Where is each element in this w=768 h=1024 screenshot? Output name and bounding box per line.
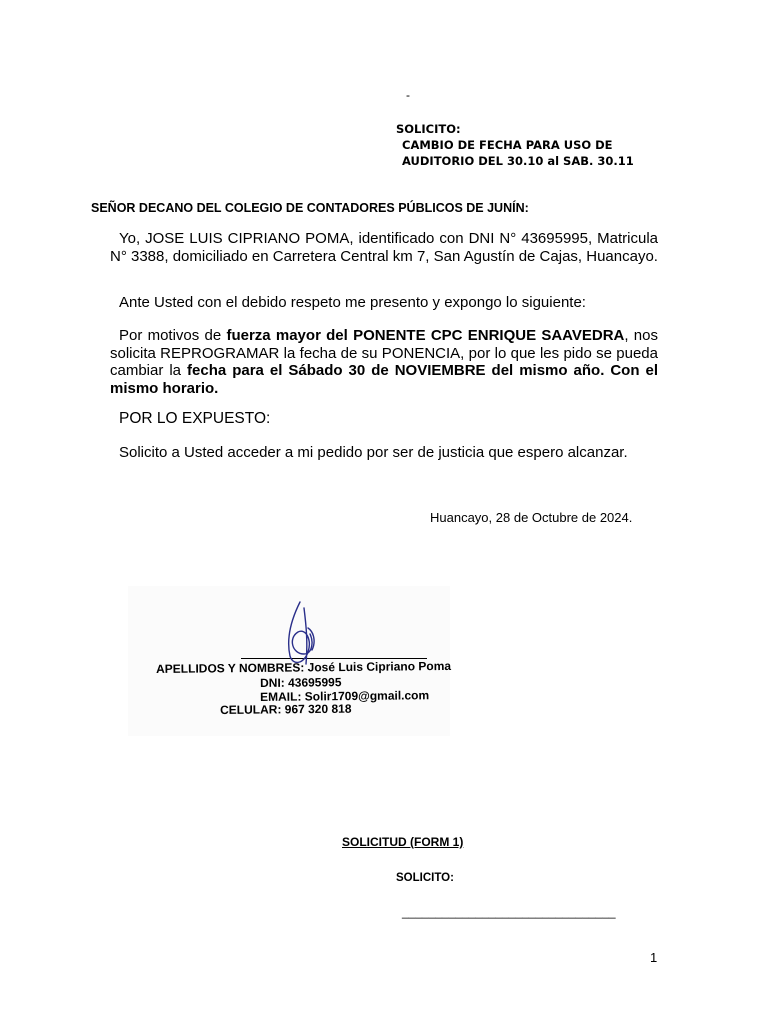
header-dash: -: [406, 88, 410, 102]
signature-dni: DNI: 43695995: [260, 675, 342, 690]
form-blank-line: ________________________________: [402, 905, 616, 919]
paragraph-por-lo-expuesto: POR LO EXPUESTO:: [119, 410, 271, 427]
signature-phone: CELULAR: 967 320 818: [220, 701, 352, 717]
handwritten-signature: [270, 598, 330, 670]
reason-text-bold-a: fuerza mayor del PONENTE CPC ENRIQUE SAAVEDRA: [226, 327, 625, 344]
form-title: SOLICITUD (FORM 1): [342, 835, 464, 849]
paragraph-request: Solicito a Usted acceder a mi pedido por ser de justicia que espero alcanzar.: [119, 444, 628, 461]
paragraph-identification: Yo, JOSE LUIS CIPRIANO POMA, identificado con DNI N° 43695995, Matricula N° 3388, domiciliado en Carretera Central km 7, San Agustín de Cajas, Huancayo.: [110, 230, 658, 265]
document-date: Huancayo, 28 de Octubre de 2024.: [430, 510, 633, 525]
reason-text-a: Por motivos de: [119, 327, 227, 344]
signature-email: EMAIL: Solir1709@gmail.com: [260, 688, 430, 704]
solicito-subject-line1: CAMBIO DE FECHA PARA USO DE: [402, 138, 613, 152]
paragraph-reason: [110, 327, 658, 397]
page-number: 1: [650, 950, 658, 965]
solicito-subject: [402, 137, 634, 169]
reason-text-c: , nos solicita REPROGRAMAR la fecha de su PONENCIA, por lo que les pido se pueda cambiar la: [110, 327, 658, 379]
signature-full-name: APELLIDOS Y NOMBRES: José Luis Cipriano Poma: [156, 658, 452, 676]
solicito-label: SOLICITO:: [396, 122, 461, 136]
reason-text-bold-d: fecha para el Sábado 30 de NOVIEMBRE del mismo año. Con el mismo horario.: [110, 362, 659, 397]
solicito-subject-line2: AUDITORIO DEL 30.10 al SAB. 30.11: [402, 154, 634, 168]
addressee: SEÑOR DECANO DEL COLEGIO DE CONTADORES PÚBLICOS DE JUNÍN:: [91, 201, 529, 215]
paragraph-introduction: Ante Usted con el debido respeto me presento y expongo lo siguiente:: [119, 294, 586, 311]
form-solicito-label: SOLICITO:: [396, 872, 454, 884]
